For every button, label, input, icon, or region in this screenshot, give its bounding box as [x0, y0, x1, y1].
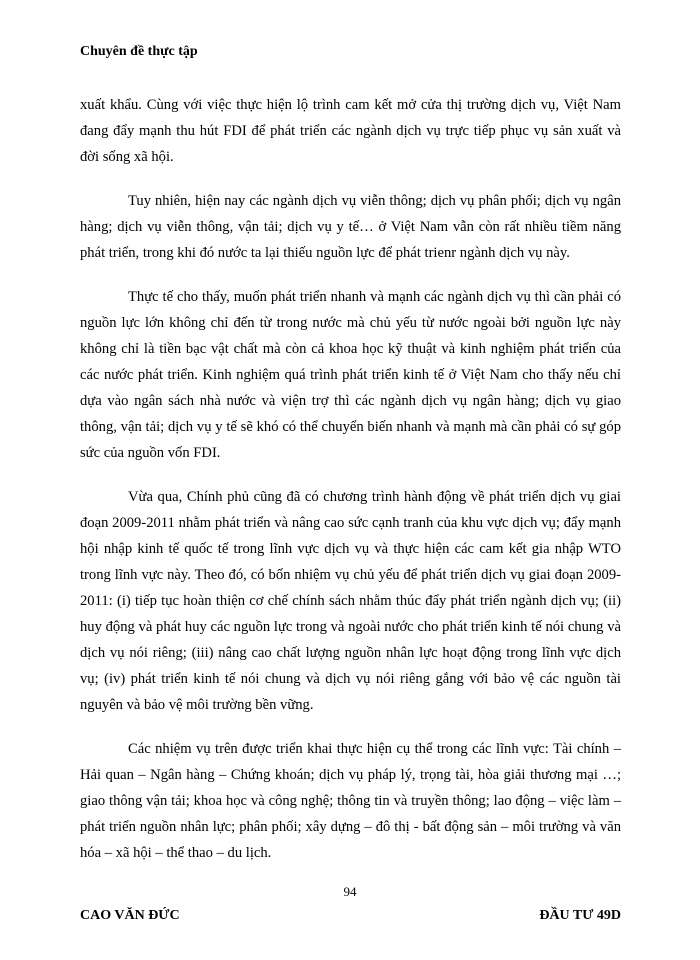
paragraph-2: Tuy nhiên, hiện nay các ngành dịch vụ viễn thông; dịch vụ phân phối; dịch vụ ngân hàng; dịch vụ viễn thông, vận tải; dịch vụ y tế… ở Việt Nam vẫn còn rất nhiều tiềm năng phát triển, trong khi đó nước ta lại thiếu nguồn lực để phát trienr ngành dịch vụ này. [80, 193, 621, 261]
paragraph-3: Thực tế cho thấy, muốn phát triển nhanh và mạnh các ngành dịch vụ thì cần phải có nguồn lực lớn không chỉ đến từ trong nước mà chủ yếu từ nước ngoài bởi nguồn lực này không chỉ là tiền bạc vật chất mà còn cả khoa học kỹ thuật và kinh nghiệm phát triển của các nước phát triển. Kinh nghiệm quá trình phát triển kinh tế ở Việt Nam cho thấy nếu chỉ dựa vào ngân sách nhà nước và viện trợ thì các ngành dịch vụ ngân hàng; dịch vụ giao thông, vận tải; dịch vụ y tế sẽ khó có thể chuyển biến nhanh và mạnh mà cần phải có sự góp sức của nguồn vốn FDI. [80, 289, 621, 461]
footer-author: CAO VĂN ĐỨC [80, 908, 180, 923]
page-header-title: Chuyên đề thực tập [80, 44, 198, 59]
footer-class: ĐẦU TƯ 49D [539, 908, 621, 923]
paragraph-4: Vừa qua, Chính phủ cũng đã có chương trình hành động về phát triển dịch vụ giai đoạn 2009-2011 nhằm phát triển và nâng cao sức cạnh tranh của khu vực dịch vụ; đẩy mạnh hội nhập kinh tế quốc tế trong lĩnh vực dịch vụ và thực hiện các cam kết gia nhập WTO trong lĩnh vực này. Theo đó, có bốn nhiệm vụ chủ yếu để phát triển dịch vụ giai đoạn 2009-2011: (i) tiếp tục hoàn thiện cơ chế chính sách nhằm thúc đẩy phát triển ngành dịch vụ; (ii) huy động và phát huy các nguồn lực trong và ngoài nước cho phát triển kinh tế nói chung và dịch vụ nói riêng; (iii) nâng cao chất lượng nguồn nhân lực hoạt động trong lĩnh vực dịch vụ; (iv) phát triển kinh tế nói chung và dịch vụ nói riêng gắng với bảo vệ các nguồn tài nguyên và bảo vệ môi trường bền vững. [80, 489, 621, 713]
paragraph-5: Các nhiệm vụ trên được triển khai thực hiện cụ thể trong các lĩnh vực: Tài chính – Hải quan – Ngân hàng – Chứng khoán; dịch vụ pháp lý, trọng tài, hòa giải thương mại …; giao thông vận tải; khoa học và công nghệ; thông tin và truyền thông; lao động – việc làm – phát triển nguồn nhân lực; phân phối; xây dựng – đô thị - bất động sản – môi trường và văn hóa – xã hội – thể thao – du lịch. [80, 741, 621, 861]
paragraph-1: xuất khẩu. Cùng với việc thực hiện lộ trình cam kết mở cửa thị trường dịch vụ, Việt Nam đang đẩy mạnh thu hút FDI để phát triển các ngành dịch vụ trực tiếp phục vụ sản xuất và đời sống xã hội. [80, 97, 621, 165]
body-text [80, 92, 621, 884]
page-number: 94 [343, 884, 357, 899]
